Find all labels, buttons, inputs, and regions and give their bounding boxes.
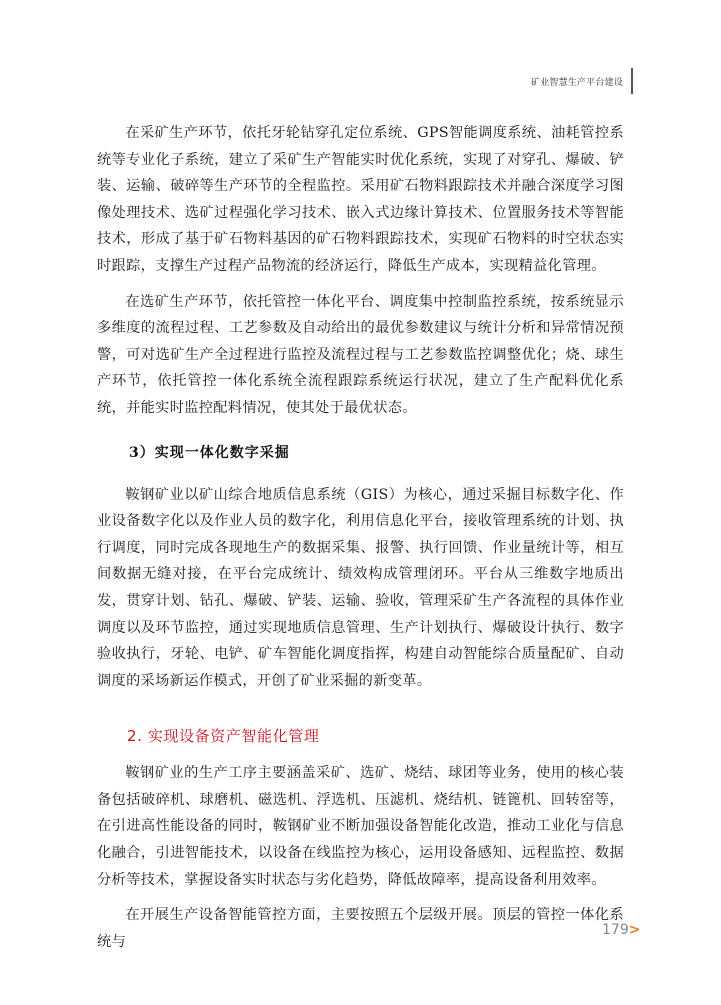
page-arrow-icon: > (628, 922, 641, 938)
page-body (97, 120, 624, 955)
paragraph-mining-production: 在采矿生产环节，依托牙轮钻穿孔定位系统、GPS智能调度系统、油耗管控系统等专业化子系统，建立了采矿生产智能实时优化系统，实现了对穿孔、爆破、铲装、运输、破碎等生产环节的全程监控。采用矿石物料跟踪技术并融合深度学习图像处理技术、选矿过程强化学习技术、嵌入式边缘计算技术、位置服务技术等智能技术，形成了基于矿石物料基因的矿石物料跟踪技术，实现矿石物料的时空状态实时跟踪，支撑生产过程产品物流的经济运行，降低生产成本，实现精益化管理。 (97, 125, 624, 274)
running-header (531, 68, 633, 94)
running-header-title: 矿业智慧生产平台建设 (530, 77, 623, 88)
subheading-digital-mining: 3）实现一体化数字采掘 (129, 444, 290, 461)
paragraph-equipment-control-levels: 在开展生产设备智能管控方面，主要按照五个层级开展。顶层的管控一体化系统与 (97, 907, 624, 950)
page-number (602, 922, 640, 938)
paragraph-digital-mining: 鞍钢矿业以矿山综合地质信息系统（GIS）为核心，通过采掘目标数字化、作业设备数字化以及作业人员的数字化，利用信息化平台，接收管理系统的计划、执行调度，同时完成各现地生产的数据采集、报警、执行回馈、作业量统计等，相互间数据无缝对接，在平台完成统计、绩效构成管理闭环。平台从三维数字地质出发，贯穿计划、钻孔、爆破、铲装、运输、验收，管理采矿生产各流程的具体作业调度以及环节监控，通过实现地质信息管理、生产计划执行、爆破设计执行、数字验收执行，牙轮、电铲、矿车智能化调度指挥，构建自动智能综合质量配矿、自动调度的采场新运作模式，开创了矿业采掘的新变革。 (97, 486, 624, 689)
header-divider-bar (631, 68, 633, 94)
section-heading-equipment-assets: 2. 实现设备资产智能化管理 (127, 727, 320, 746)
page-number-value: 179 (602, 922, 629, 938)
paragraph-equipment-overview: 鞍钢矿业的生产工序主要涵盖采矿、选矿、烧结、球团等业务，使用的核心装备包括破碎机、球磨机、磁选机、浮选机、压滤机、烧结机、链篦机、回转窑等，在引进高性能设备的同时，鞍钢矿业不断加强设备智能化改造，推动工业化与信息化融合，引进智能技术，以设备在线监控为核心，运用设备感知、远程监控、数据分析等技术，掌握设备实时状态与劣化趋势，降低故障率，提高设备利用效率。 (97, 765, 624, 888)
paragraph-beneficiation-production: 在选矿生产环节，依托管控一体化平台、调度集中控制监控系统，按系统显示多维度的流程过程、工艺参数及自动给出的最优参数建议与统计分析和异常情况预警，可对选矿生产全过程进行监控及流程过程与工艺参数监控调整优化；烧、球生产环节，依托管控一体化系统全流程跟踪系统运行状况，建立了生产配料优化系统，并能实时监控配料情况，使其处于最优状态。 (97, 293, 624, 416)
